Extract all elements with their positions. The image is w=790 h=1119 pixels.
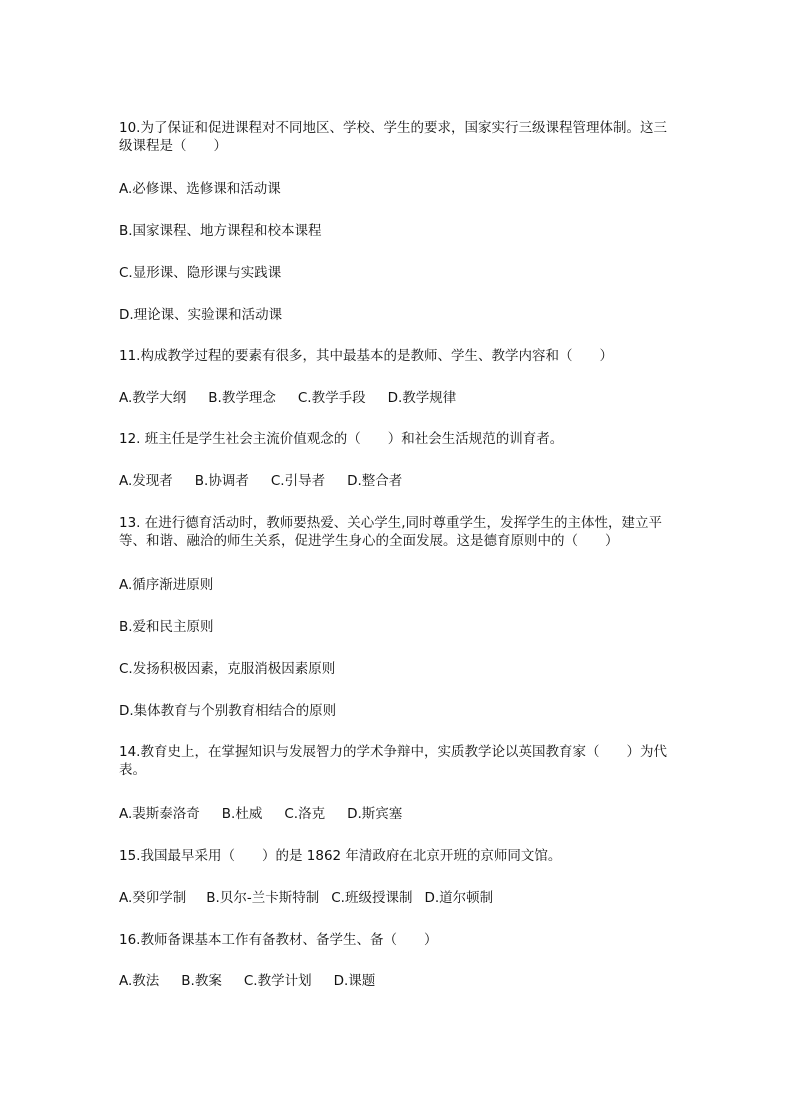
option-a: A.教法 (119, 973, 160, 989)
question-10-option-a: A.必修课、选修课和活动课 (119, 181, 281, 197)
question-12-options (119, 472, 679, 490)
option-d: D.道尔顿制 (424, 890, 494, 906)
option-d: D.教学规律 (387, 390, 457, 406)
question-14-stem: 14.教育史上，在掌握知识与发展智力的学术争辩中，实质教学论以英国教育家（ ）为代表。 (119, 744, 667, 778)
question-10-option-c: C.显形课、隐形课与实践课 (119, 265, 282, 281)
question-10-stem: 10.为了保证和促进课程对不同地区、学校、学生的要求，国家实行三级课程管理体制。这三级课程是（ ） (119, 120, 667, 154)
option-c: C.教学计划 (243, 973, 312, 989)
option-a: A.裴斯泰洛奇 (119, 806, 200, 822)
question-10-option-b: B.国家课程、地方课程和校本课程 (119, 223, 322, 239)
option-b: B.协调者 (194, 473, 249, 489)
option-b: B.贝尔-兰卡斯特制 (206, 890, 320, 906)
option-c: C.引导者 (270, 473, 326, 489)
option-b: B.教学理念 (208, 390, 276, 406)
option-a: A.发现者 (119, 473, 173, 489)
option-c: C.班级授课制 (331, 890, 413, 906)
question-13-option-d: D.集体教育与个别教育相结合的原则 (119, 703, 337, 719)
question-15-stem: 15.我国最早采用（ ）的是 1862 年清政府在北京开班的京师同文馆。 (119, 848, 562, 864)
question-11-options (119, 389, 679, 407)
option-d: D.斯宾塞 (347, 806, 403, 822)
question-11-stem: 11.构成教学过程的要素有很多，其中最基本的是教师、学生、教学内容和（ ） (119, 348, 613, 364)
option-a: A.癸卯学制 (119, 890, 187, 906)
question-15-options (119, 889, 679, 907)
question-10-option-d: D.理论课、实验课和活动课 (119, 307, 283, 323)
option-a: A.教学大纲 (119, 390, 187, 406)
option-d: D.整合者 (347, 473, 403, 489)
question-16-options (119, 972, 679, 990)
question-13-stem: 13. 在进行德育活动时，教师要热爱、关心学生,同时尊重学生，发挥学生的主体性，建立平等、和谐、融洽的师生关系，促进学生身心的全面发展。这是德育原则中的（ ） (119, 515, 663, 549)
option-c: C.洛克 (284, 806, 326, 822)
question-14-options (119, 805, 679, 823)
option-d: D.课题 (333, 973, 376, 989)
question-12-stem: 12. 班主任是学生社会主流价值观念的（ ）和社会生活规范的训育者。 (119, 431, 564, 447)
question-13-option-b: B.爱和民主原则 (119, 619, 214, 635)
option-b: B.教案 (181, 973, 222, 989)
option-b: B.杜威 (221, 806, 263, 822)
option-c: C.教学手段 (297, 390, 366, 406)
question-16-stem: 16.教师备课基本工作有备教材、备学生、备（ ） (119, 932, 438, 948)
question-13-option-a: A.循序渐进原则 (119, 577, 214, 593)
question-13-option-c: C.发扬积极因素，克服消极因素原则 (119, 661, 336, 677)
